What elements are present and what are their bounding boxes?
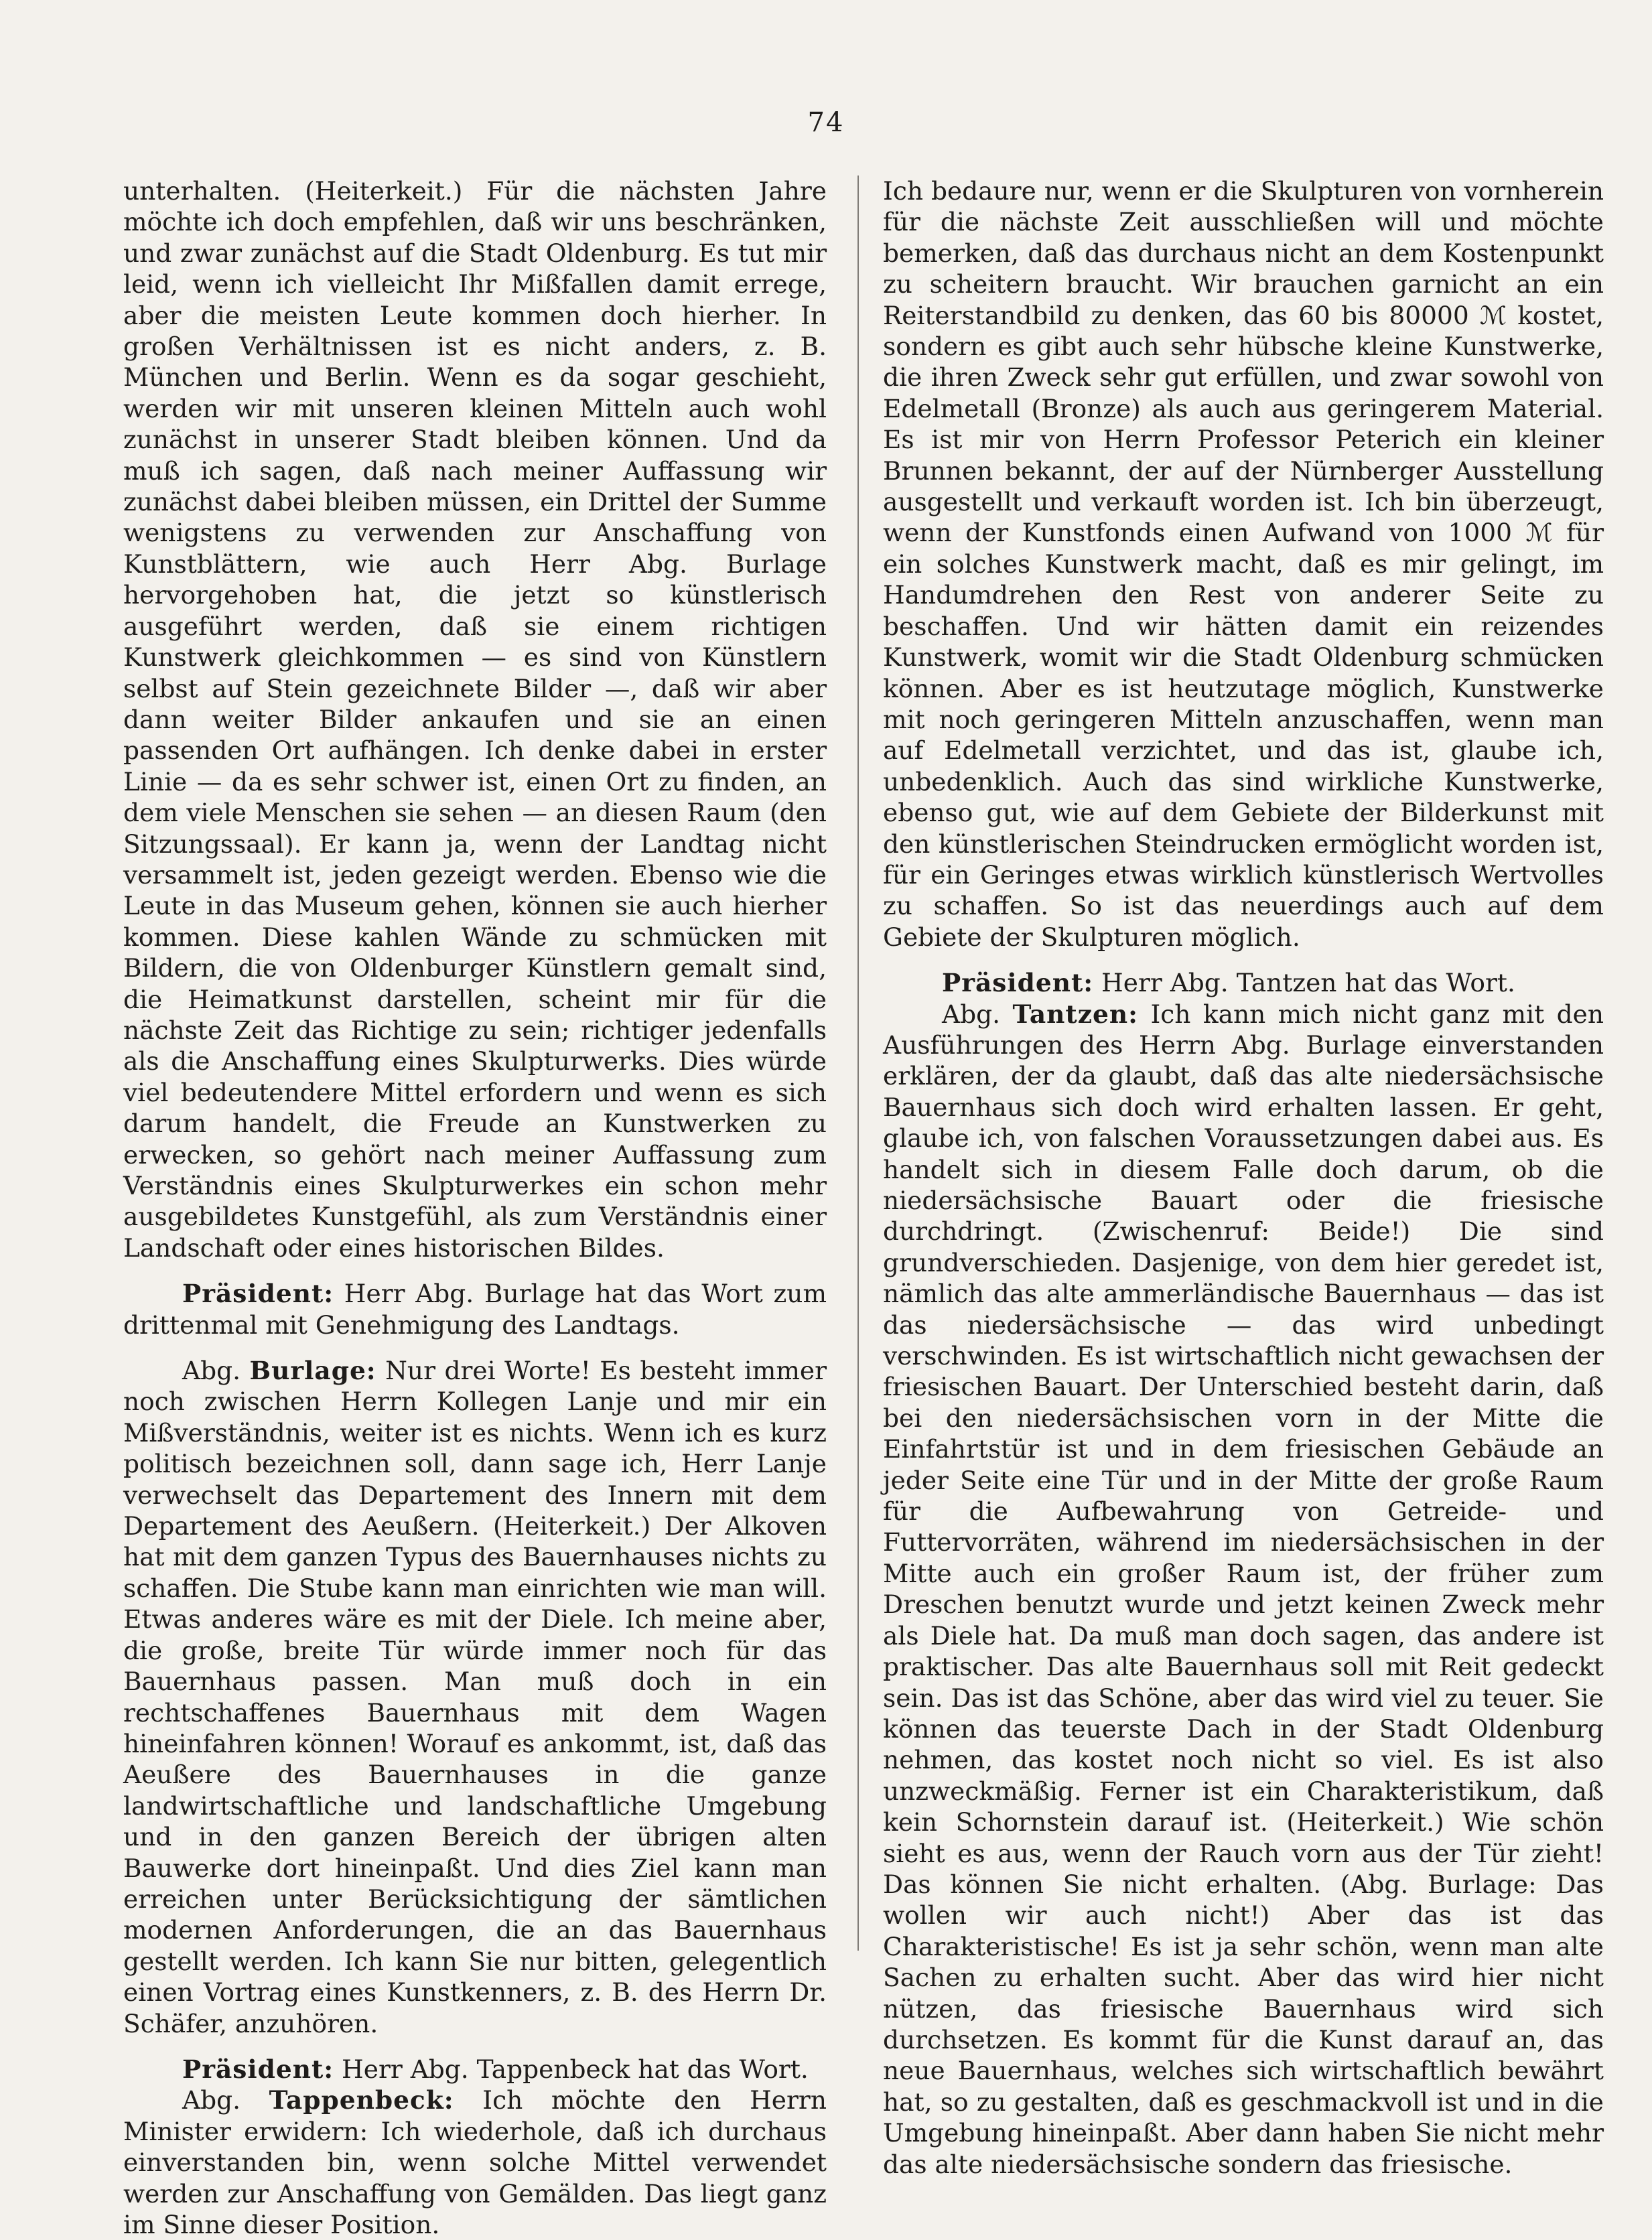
speaker-label: Burlage: bbox=[249, 1356, 376, 1386]
speaker-label: Tappenbeck: bbox=[269, 2085, 454, 2115]
speaker-label: Tantzen: bbox=[1012, 999, 1138, 1029]
right-column bbox=[883, 176, 1604, 2180]
speech-text: Nur drei Worte! Es besteht immer noch zwischen Herrn Kollegen Lanje und mir ein Mißverständnis, weiter ist es nichts. Wenn ich es kurz politisch bezeichnen soll, dann sage ich, Herr Lanje verwechselt das Departement des Innern mit dem Departement des Aeußern. (Heiterkeit.) Der Alkoven hat mit dem ganzen Typus des Bauernhauses nichts zu schaffen. Die Stube kann man einrichten wie man will. Etwas anderes wäre es mit der Diele. Ich meine aber, die große, breite Tür würde immer noch für das Bauernhaus passen. Man muß doch in ein rechtschaffenes Bauernhaus mit dem Wagen hineinfahren können! Worauf es ankommt, ist, daß das Aeußere des Bauernhauses in die ganze landwirtschaftliche und landschaftliche Umgebung und in den ganzen Bereich der übrigen alten Bauwerke dort hineinpaßt. Und dies Ziel kann man erreichen unter Berücksichtigung der sämtlichen modernen Anforderungen, die an das Bauernhaus gestellt werden. Ich kann Sie nur bitten, gelegentlich einen Vortrag eines Kunstkenners, z. B. des Herrn Dr. Schäfer, anzuhören. bbox=[123, 1356, 827, 2038]
page-number: 74 bbox=[807, 107, 845, 138]
speech-text: Ich möchte den Herrn Minister erwidern: Ich wiederhole, daß ich durchaus einverstanden bin, wenn solche Mittel verwendet werden zur Anschaffung von Gemälden. Das liegt ganz im Sinne dieser Position. bbox=[123, 2085, 827, 2239]
column-divider bbox=[857, 176, 859, 1951]
speaker-prefix: Abg. bbox=[182, 1356, 250, 1386]
speaker-label: Präsident: bbox=[182, 1279, 334, 1309]
paragraph bbox=[883, 999, 1604, 2180]
speech-text: Herr Abg. Burlage hat das Wort zum drittenmal mit Genehmigung des Landtags. bbox=[123, 1279, 827, 1340]
speaker-prefix: Abg. bbox=[182, 2085, 269, 2115]
paragraph bbox=[123, 1278, 827, 1340]
paragraph bbox=[123, 1355, 827, 2039]
speech-text: Ich kann mich nicht ganz mit den Ausführungen des Herrn Abg. Burlage einverstanden erklären, der da glaubt, daß das alte niedersächsische Bauernhaus sich doch wird erhalten lassen. Er geht, glaube ich, von falschen Voraussetzungen dabei aus. Es handelt sich in diesem Falle doch darum, ob die niedersächsische Bauart oder die friesische durchdringt. (Zwischenruf: Beide!) Die sind grundverschieden. Dasjenige, von dem hier geredet ist, nämlich das alte ammerländische Bauernhaus — das ist das niedersächsische — das wird unbedingt verschwinden. Es ist wirtschaftlich nicht gewachsen der friesischen Bauart. Der Unterschied besteht darin, daß bei den niedersächsischen vorn in der Mitte die Einfahrtstür ist und in dem friesischen Gebäude an jeder Seite eine Tür und in der Mitte der große Raum für die Aufbewahrung von Getreide- und Futtervorräten, während im niedersächsischen in der Mitte auch ein großer Raum ist, der früher zum Dreschen benutzt wurde und jetzt keinen Zweck mehr als Diele hat. Da muß man doch sagen, das andere ist praktischer. Das alte Bauernhaus soll mit Reit gedeckt sein. Das ist das Schöne, aber das wird viel zu teuer. Sie können das teuerste Dach in der Stadt Oldenburg nehmen, das kostet noch nicht so viel. Es ist also unzweckmäßig. Ferner ist ein Charakteristikum, daß kein Schornstein darauf ist. (Heiterkeit.) Wie schön sieht es aus, wenn der Rauch vorn aus der Tür zieht! Das können Sie nicht erhalten. (Abg. Burlage: Das wollen wir auch nicht!) Aber das ist das Charakteristische! Es ist ja sehr schön, wenn man alte Sachen zu erhalten sucht. Aber das wird hier nicht nützen, das friesische Bauernhaus wird sich durchsetzen. Es kommt für die Kunst darauf an, das neue Bauernhaus, welches sich wirtschaftlich bewährt hat, so zu gestalten, daß es geschmackvoll ist und in die Umgebung hineinpaßt. Aber dann haben Sie nicht mehr das alte niedersächsische sondern das friesische. bbox=[883, 999, 1604, 2179]
speech-text: Herr Abg. Tantzen hat das Wort. bbox=[1093, 968, 1515, 998]
speaker-label: Präsident: bbox=[942, 968, 1094, 998]
paragraph: Ich bedaure nur, wenn er die Skulpturen von vornherein für die nächste Zeit ausschließen will und möchte bemerken, daß das durchaus nicht an dem Kostenpunkt zu scheitern braucht. Wir brauchen garnicht an ein Reiterstandbild zu denken, das 60 bis 80000 ℳ kostet, sondern es gibt auch sehr hübsche kleine Kunstwerke, die ihren Zweck sehr gut erfüllen, und zwar sowohl von Edelmetall (Bronze) als auch aus geringerem Material. Es ist mir von Herrn Professor Peterich ein kleiner Brunnen bekannt, der auf der Nürnberger Ausstellung ausgestellt und verkauft worden ist. Ich bin überzeugt, wenn der Kunstfonds einen Aufwand von 1000 ℳ für ein solches Kunstwerk macht, daß es mir gelingt, im Handumdrehen den Rest von anderer Seite zu beschaffen. Und wir hätten damit ein reizendes Kunstwerk, womit wir die Stadt Oldenburg schmücken können. Aber es ist heutzutage möglich, Kunstwerke mit noch geringeren Mitteln anzuschaffen, wenn man auf Edelmetall verzichtet, und das ist, glaube ich, unbedenklich. Auch das sind wirkliche Kunstwerke, ebenso gut, wie auf dem Gebiete der Bilderkunst mit den künstlerischen Steindrucken ermöglicht worden ist, für ein Geringes etwas wirklich künstlerisch Wertvolles zu schaffen. So ist das neuerdings auch auf dem Gebiete der Skulpturen möglich. bbox=[883, 176, 1604, 952]
paragraph bbox=[123, 2054, 827, 2085]
speaker-label: Präsident: bbox=[182, 2054, 334, 2084]
paragraph: unterhalten. (Heiterkeit.) Für die nächsten Jahre möchte ich doch empfehlen, daß wir uns beschränken, und zwar zunächst auf die Stadt Oldenburg. Es tut mir leid, wenn ich vielleicht Ihr Mißfallen damit errege, aber die meisten Leute kommen doch hierher. In großen Verhältnissen ist es nicht anders, z. B. München und Berlin. Wenn es da sogar geschieht, werden wir mit unseren kleinen Mitteln auch wohl zunächst in unserer Stadt bleiben können. Und da muß ich sagen, daß nach meiner Auffassung wir zunächst dabei bleiben müssen, ein Drittel der Summe wenigstens zu verwenden zur Anschaffung von Kunstblättern, wie auch Herr Abg. Burlage hervorgehoben hat, die jetzt so künstlerisch ausgeführt werden, daß sie einem richtigen Kunstwerk gleichkommen — es sind von Künstlern selbst auf Stein gezeichnete Bilder —, daß wir aber dann weiter Bilder ankaufen und sie an einen passenden Ort aufhängen. Ich denke dabei in erster Linie — da es sehr schwer ist, einen Ort zu finden, an dem viele Menschen sie sehen — an diesen Raum (den Sitzungssaal). Er kann ja, wenn der Landtag nicht versammelt ist, jeden gezeigt werden. Ebenso wie die Leute in das Museum gehen, können sie auch hierher kommen. Diese kahlen Wände zu schmücken mit Bildern, die von Oldenburger Künstlern gemalt sind, die Heimatkunst darstellen, scheint mir für die nächste Zeit das Richtige zu sein; richtiger jedenfalls als die Anschaffung eines Skulpturwerks. Dies würde viel bedeutendere Mittel erfordern und wenn es sich darum handelt, die Freude an Kunstwerken zu erwecken, so gehört nach meiner Auffassung zum Verständnis eines Skulpturwerkes ein schon mehr ausgebildetes Kunstgefühl, als zum Verständnis einer Landschaft oder eines historischen Bildes. bbox=[123, 176, 827, 1263]
left-column bbox=[123, 176, 827, 2240]
speech-text: Herr Abg. Tappenbeck hat das Wort. bbox=[334, 2054, 809, 2084]
speaker-prefix: Abg. bbox=[942, 999, 1013, 1029]
paragraph bbox=[883, 967, 1604, 998]
paragraph bbox=[123, 2085, 827, 2240]
